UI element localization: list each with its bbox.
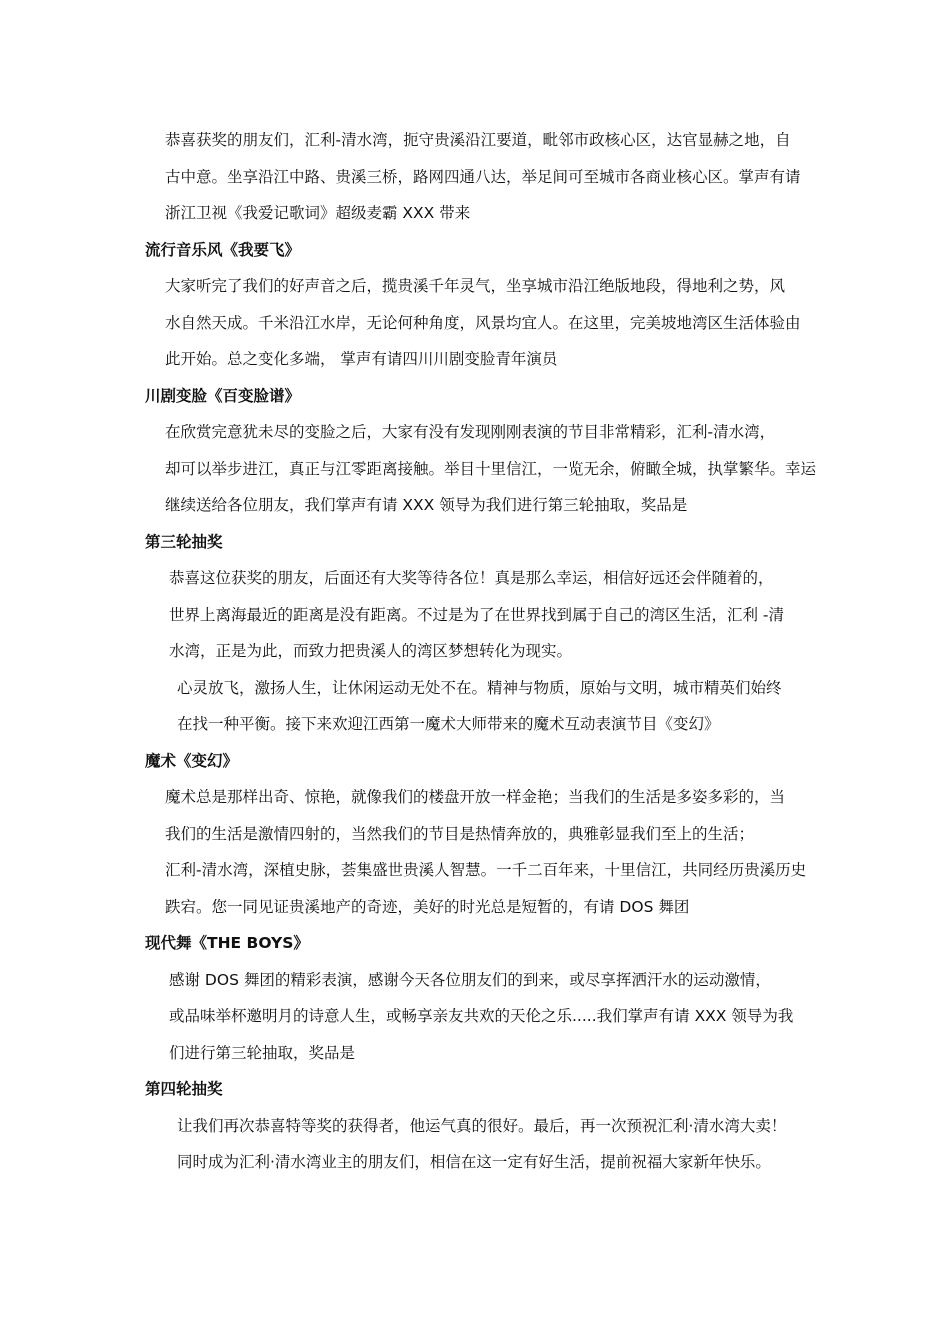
paragraph-magic-intro [145, 670, 813, 743]
text-line: 水湾，正是为此，而致力把贵溪人的湾区梦想转化为现实。 [169, 642, 573, 660]
text-line: 古中意。坐享沿江中路、贵溪三桥，路网四通八达，举足间可至城市各商业核心区。掌声有请 [165, 167, 801, 186]
document-page [145, 122, 817, 1181]
section-heading-pop-music: 流行音乐风《我要飞》 [145, 240, 301, 259]
text-line: 同时成为汇利·清水湾业主的朋友们，相信在这一定有好生活，提前祝福大家新年快乐。 [177, 1153, 771, 1171]
text-line: 跌宕。您一同见证贵溪地产的奇迹，美好的时光总是短暂的，有请 DOS 舞团 [165, 897, 690, 916]
text-line: 恭喜这位获奖的朋友，后面还有大奖等待各位！真是那么幸运，相信好远还会伴随着的， [169, 569, 774, 587]
paragraph-face-changing [145, 414, 817, 524]
paragraph-closing [145, 1108, 813, 1181]
text-line: 我们的生活是激情四射的，当然我们的节目是热情奔放的，典雅彰显我们至上的生活； [165, 824, 755, 843]
text-line: 汇利-清水湾，深植史脉，荟集盛世贵溪人智慧。一千二百年来，十里信江，共同经历贵溪历史 [165, 861, 807, 879]
text-line: 们进行第三轮抽取，奖品是 [169, 1043, 356, 1062]
section-heading-third-draw: 第三轮抽奖 [145, 532, 223, 551]
paragraph-magic [145, 779, 813, 925]
text-line: 或品味举杯邀明月的诗意人生，或畅享亲友共欢的天伦之乐.....我们掌声有请 XXX 领导为我 [169, 1007, 794, 1025]
text-line: 却可以举步进江，真正与江零距离接触。举目十里信江，一览无余，俯瞰全城，执掌繁华。幸运 [165, 459, 817, 478]
paragraph-intro [145, 122, 813, 232]
text-line: 水自然天成。千米沿江水岸，无论何种角度，风景均宜人。在这里，完美坡地湾区生活体验由 [165, 313, 801, 332]
paragraph-pop-music [145, 268, 813, 378]
paragraph-third-draw [145, 560, 813, 670]
text-line: 恭喜获奖的朋友们，汇利-清水湾，扼守贵溪沿江要道，毗邻市政核心区，达官显赫之地，自 [165, 131, 791, 149]
section-heading-magic: 魔术《变幻》 [145, 751, 239, 770]
text-line: 心灵放飞，激扬人生，让休闲运动无处不在。精神与物质，原始与文明，城市精英们始终 [177, 678, 782, 697]
text-line: 魔术总是那样出奇、惊艳，就像我们的楼盘开放一样金艳；当我们的生活是多姿多彩的，当 [165, 788, 786, 806]
text-line: 继续送给各位朋友，我们掌声有请 XXX 领导为我们进行第三轮抽取，奖品是 [165, 496, 688, 514]
text-line: 世界上离海最近的距离是没有距离。不过是为了在世界找到属于自己的湾区生活，汇利 -清 [169, 605, 785, 624]
text-line: 感谢 DOS 舞团的精彩表演，感谢今天各位朋友们的到来，或尽享挥洒汗水的运动激情， [169, 970, 771, 989]
text-line: 在找一种平衡。接下来欢迎江西第一魔术大师带来的魔术互动表演节目《变幻》 [177, 715, 720, 733]
section-heading-modern-dance: 现代舞《THE BOYS》 [145, 934, 309, 952]
text-line: 大家听完了我们的好声音之后，揽贵溪千年灵气，坐享城市沿江绝版地段，得地利之势，风 [165, 277, 786, 295]
text-line: 此开始。总之变化多端， 掌声有请四川川剧变脸青年演员 [165, 350, 558, 368]
section-heading-fourth-draw: 第四轮抽奖 [145, 1080, 223, 1098]
section-heading-face-changing: 川剧变脸《百变脸谱》 [145, 386, 301, 405]
text-line: 在欣赏完意犹未尽的变脸之后，大家有没有发现刚刚表演的节目非常精彩，汇利-清水湾， [165, 423, 776, 441]
text-line: 浙江卫视《我爱记歌词》超级麦霸 XXX 带来 [165, 204, 471, 222]
paragraph-modern-dance [145, 962, 813, 1072]
text-line: 让我们再次恭喜特等奖的获得者，他运气真的很好。最后，再一次预祝汇利·清水湾大卖！ [177, 1116, 787, 1135]
